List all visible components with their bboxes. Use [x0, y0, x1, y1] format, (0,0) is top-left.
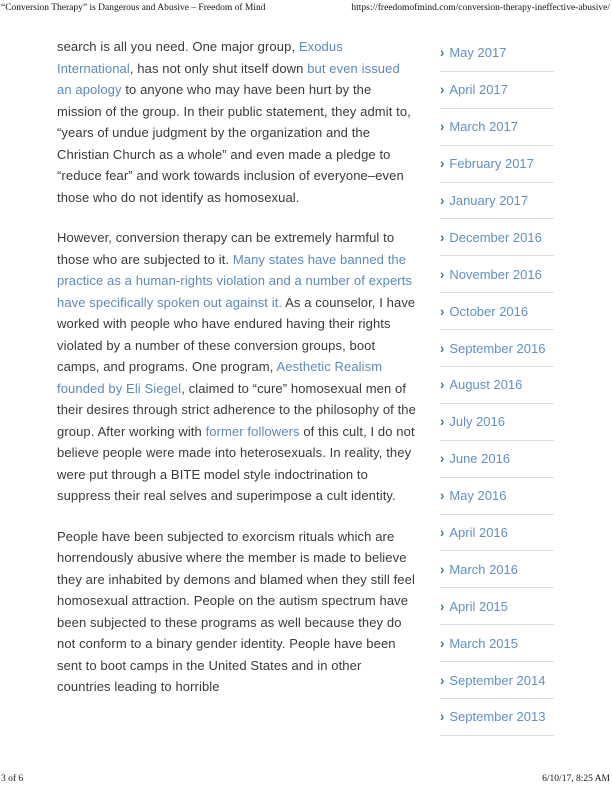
chevron-right-icon: › — [440, 377, 445, 393]
archive-sidebar — [440, 35, 554, 736]
archive-item[interactable] — [440, 256, 554, 293]
chevron-right-icon: › — [440, 81, 445, 98]
inline-link[interactable]: Many states have banned the practice as a human-rights violation and a number of experts have specifically spoken out against it. — [57, 251, 413, 310]
archive-link[interactable]: May 2016 — [449, 488, 507, 504]
chevron-right-icon: › — [440, 561, 445, 578]
inline-link[interactable]: Aesthetic Realism founded by Eli Siegel — [57, 359, 383, 396]
archive-item[interactable] — [440, 515, 554, 552]
print-timestamp: 6/10/17, 8:25 AM — [542, 774, 610, 784]
archive-link[interactable]: September 2016 — [449, 340, 546, 356]
archive-item[interactable] — [440, 293, 554, 330]
archive-item[interactable] — [440, 183, 554, 220]
paragraph-text: , has not only shut itself down — [129, 60, 308, 76]
article-paragraph — [57, 36, 417, 208]
archive-item[interactable] — [440, 551, 554, 588]
archive-item[interactable] — [440, 441, 554, 478]
chevron-right-icon: › — [440, 672, 445, 688]
archive-link[interactable]: May 2017 — [449, 45, 507, 61]
archive-item[interactable] — [440, 219, 554, 256]
chevron-right-icon: › — [440, 450, 445, 467]
archive-link[interactable]: December 2016 — [449, 229, 542, 245]
archive-item[interactable] — [440, 625, 554, 662]
chevron-right-icon: › — [440, 413, 445, 430]
print-footer — [1, 774, 610, 784]
archive-item[interactable] — [440, 699, 554, 736]
print-header-title: “Conversion Therapy” is Dangerous and Abusive – Freedom of Mind — [1, 3, 266, 13]
archive-item[interactable] — [440, 109, 554, 146]
chevron-right-icon: › — [440, 340, 445, 356]
archive-item[interactable] — [440, 72, 554, 109]
archive-item[interactable] — [440, 35, 554, 72]
paragraph-text: As a counselor, I have worked with people who have endured having their rights violated by a number of these conversion groups, boot camps, and programs. One program, — [57, 294, 416, 374]
chevron-right-icon: › — [440, 155, 445, 172]
chevron-right-icon: › — [440, 635, 445, 652]
chevron-right-icon: › — [440, 229, 445, 246]
archive-link[interactable]: September 2014 — [449, 672, 546, 688]
chevron-right-icon: › — [440, 487, 445, 504]
archive-link[interactable]: March 2016 — [449, 561, 518, 577]
print-header-url: https://freedomofmind.com/conversion-therapy-ineffective-abusive/ — [351, 3, 610, 13]
archive-item[interactable] — [440, 588, 554, 625]
chevron-right-icon: › — [440, 118, 445, 135]
archive-item[interactable] — [440, 146, 554, 183]
archive-item[interactable] — [440, 330, 554, 367]
archive-link[interactable]: November 2016 — [449, 266, 542, 282]
archive-link[interactable]: April 2017 — [449, 82, 508, 98]
print-header — [1, 3, 610, 13]
chevron-right-icon: › — [440, 598, 445, 615]
archive-item[interactable] — [440, 662, 554, 699]
archive-item[interactable] — [440, 478, 554, 515]
chevron-right-icon: › — [440, 303, 445, 320]
paragraph-text: People have been subjected to exorcism rituals which are horrendously abusive where the member is made to believe they are inhabited by demons and blamed when they still feel homosexual attraction. People on the autism spectrum have been subjected to these programs as well because they do not conform to a binary gender identity. People have been sent to boot camps in the United States and in other countries leading to horrible — [57, 528, 415, 694]
archive-link[interactable]: September 2013 — [449, 709, 546, 725]
archive-link[interactable]: March 2017 — [449, 119, 518, 135]
archive-link[interactable]: October 2016 — [449, 303, 529, 319]
chevron-right-icon: › — [440, 45, 445, 61]
chevron-right-icon: › — [440, 709, 445, 725]
article-paragraph — [57, 526, 417, 698]
archive-item[interactable] — [440, 404, 554, 441]
page-number: 3 of 6 — [1, 774, 24, 784]
chevron-right-icon: › — [440, 524, 445, 541]
paragraph-text: search is all you need. One major group, — [57, 39, 299, 54]
inline-link[interactable]: Exodus International — [57, 39, 343, 76]
article-body — [57, 36, 417, 717]
archive-item[interactable] — [440, 367, 554, 404]
archive-link[interactable]: March 2015 — [449, 635, 518, 651]
inline-link[interactable]: but even issued an apology — [57, 60, 400, 97]
archive-link[interactable]: April 2015 — [449, 598, 508, 614]
archive-link[interactable]: July 2016 — [449, 414, 505, 430]
article-paragraph — [57, 227, 417, 507]
archive-link[interactable]: June 2016 — [449, 451, 511, 467]
archive-link[interactable]: January 2017 — [449, 193, 529, 208]
paragraph-text: , claimed to “cure” homosexual men of their desires through strict adherence to the philosophy of the group. After working with — [57, 380, 416, 439]
archive-link[interactable]: April 2016 — [449, 525, 508, 541]
paragraph-text: of this cult, I do not believe people were made into heterosexuals. In reality, they were put through a BITE model style indoctrination to suppress their real selves and superimpose a cult identity. — [57, 423, 415, 503]
inline-link[interactable]: former followers — [205, 423, 300, 439]
archive-link[interactable]: August 2016 — [449, 377, 523, 393]
chevron-right-icon: › — [440, 266, 445, 283]
paragraph-text: to anyone who may have been hurt by the mission of the group. In their public statement, they admit to, “years of undue judgment by the organization and the Christian Church as a whole” and even made a pledge to “reduce fear” and work towards inclusion of everyone–even those who do not identify as homosexual. — [57, 82, 411, 205]
archive-link[interactable]: February 2017 — [449, 156, 534, 172]
paragraph-text: However, conversion therapy can be extremely harmful to those who are subjected to it. — [57, 230, 395, 267]
chevron-right-icon: › — [440, 192, 445, 209]
